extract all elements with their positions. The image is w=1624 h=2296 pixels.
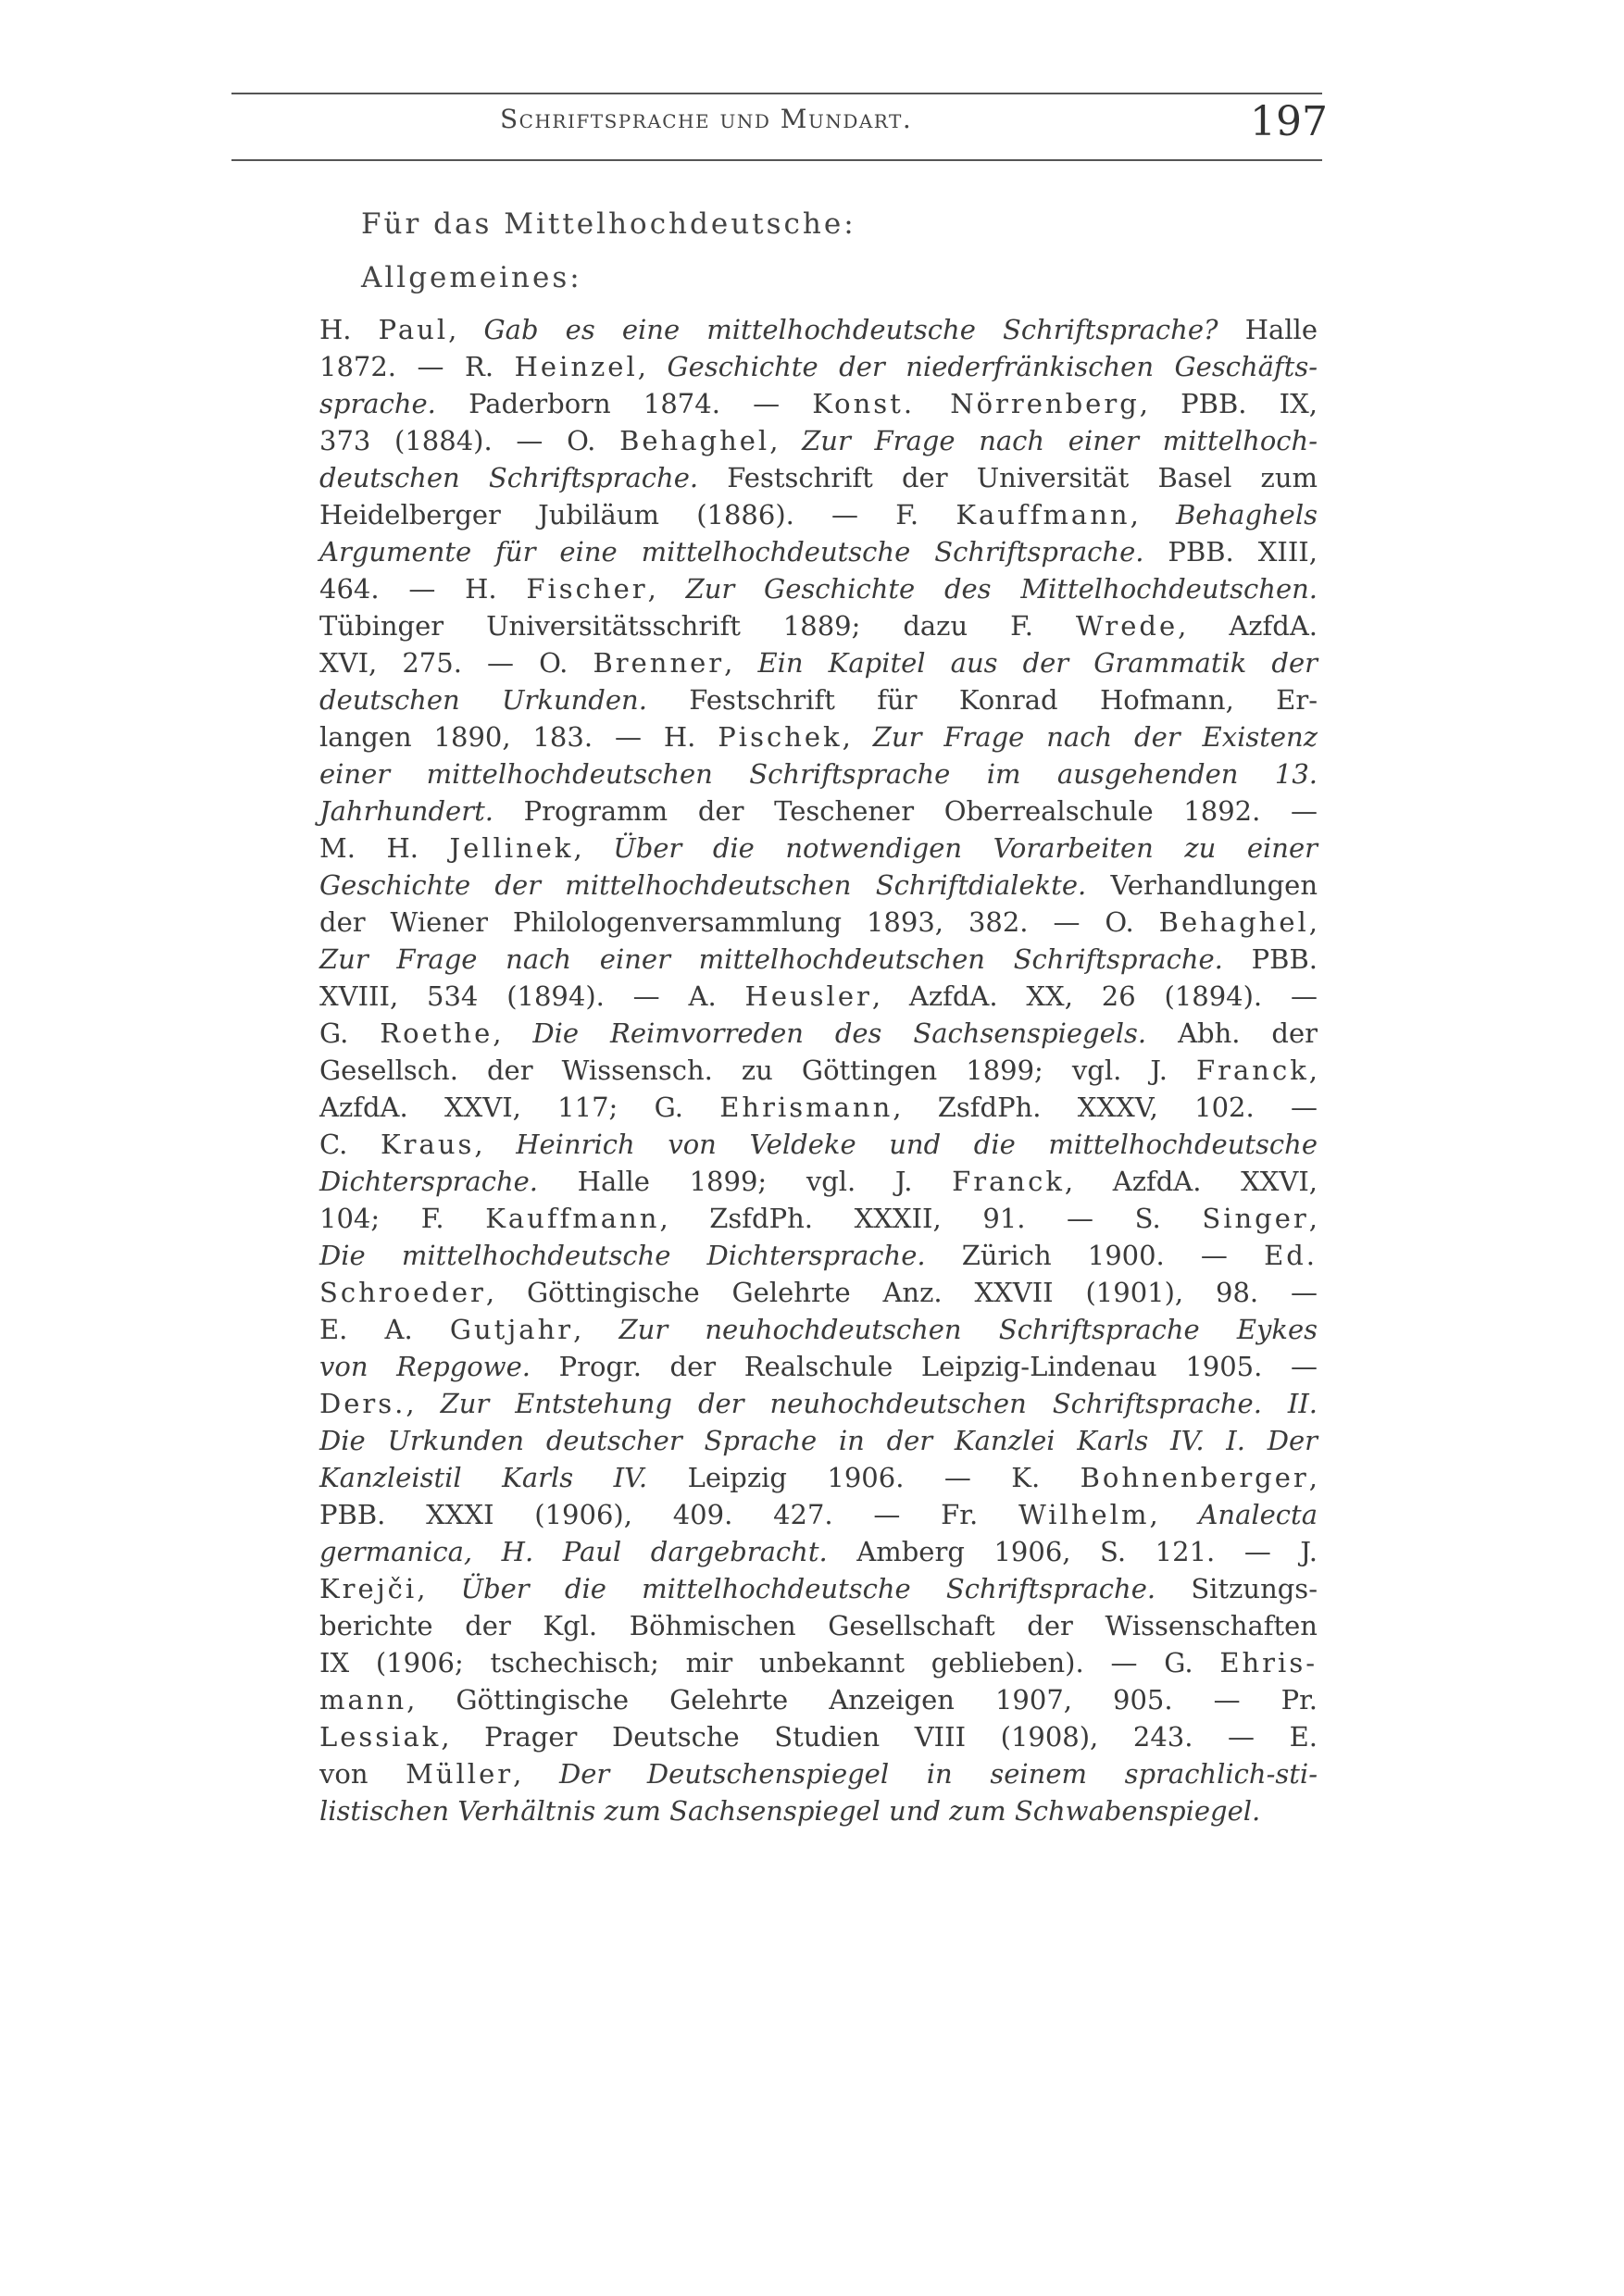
work-title: Geschichte der niederfränkischen Geschäfts- — [667, 351, 1318, 382]
text-segment: XVI, 275. — O. — [319, 647, 593, 679]
author-name: Müller — [406, 1758, 514, 1790]
work-title: Dichtersprache. — [319, 1166, 539, 1197]
text-segment: , AzfdA. XXVI, — [1064, 1166, 1318, 1197]
text-segment: , ZsfdPh. XXXII, 91. — S. — [659, 1203, 1203, 1234]
text-line — [319, 385, 1318, 422]
author-name: Wrede — [1075, 610, 1179, 642]
text-line — [319, 1385, 1318, 1422]
text-line — [319, 422, 1318, 459]
text-segment: , — [1308, 1203, 1318, 1234]
author-name: Singer — [1202, 1203, 1309, 1234]
author-name: Behaghel — [619, 425, 770, 456]
header-rule-top — [231, 93, 1322, 94]
text-line — [319, 1570, 1318, 1607]
work-title: deutschen Urkunden. — [319, 684, 647, 716]
text-segment: Leipzig 1906. — K. — [647, 1462, 1081, 1493]
text-segment: AzfdA. XXVI, 117; G. — [319, 1092, 720, 1123]
text-line — [319, 1274, 1318, 1311]
work-title: einer mittelhochdeutschen Schriftsprache im ausgehenden 13. — [319, 758, 1318, 790]
author-name: Kauffmann — [485, 1203, 660, 1234]
text-segment: , Göttingische Gelehrte Anz. XXVII (1901), 98. — — [485, 1277, 1318, 1308]
text-segment: , AzfdA. — [1178, 610, 1318, 642]
work-title: Zur Geschichte des Mittelhochdeutschen. — [685, 573, 1318, 605]
work-title: Die mittelhochdeutsche Dichtersprache. — [319, 1240, 926, 1271]
text-segment: , — [1149, 1499, 1199, 1530]
text-line — [319, 459, 1318, 496]
work-title: Über die notwendigen Vorarbeiten zu einer — [613, 832, 1318, 864]
author-name: Lessiak — [319, 1721, 442, 1753]
text-segment: Festschrift der Universität Basel zum — [698, 462, 1318, 493]
text-segment: XVIII, 534 (1894). — A. — [319, 980, 745, 1012]
work-title: Behaghels — [1176, 499, 1318, 530]
text-segment: , — [474, 1129, 517, 1160]
work-title: Heinrich von Veldeke und die mittelhochdeutsche — [516, 1129, 1318, 1160]
text-segment: Paderborn 1874. — — [435, 388, 813, 419]
work-title: germanica, H. Paul dargebracht. — [319, 1536, 828, 1567]
running-head: Schriftsprache und Mundart. — [500, 104, 913, 134]
text-line — [319, 1015, 1318, 1052]
text-line — [319, 1311, 1318, 1348]
author-name: Roethe — [380, 1017, 493, 1049]
work-title: Zur Frage nach der Existenz — [872, 721, 1318, 753]
text-line — [319, 311, 1318, 348]
text-segment: Programm der Teschener Oberrealschule 1892. — — [493, 795, 1318, 827]
text-segment: PBB. — [1222, 943, 1318, 975]
text-line — [319, 1052, 1318, 1089]
text-line — [319, 1607, 1318, 1644]
text-segment: Heidelberger Jubiläum (1886). — F. — [319, 499, 956, 530]
work-title: Gab es eine mittelhochdeutsche Schriftsprache? — [483, 314, 1218, 345]
work-title: von Repgowe. — [319, 1351, 531, 1382]
text-segment: , PBB. IX, — [1139, 388, 1318, 419]
work-title: Zur Frage nach einer mittelhochdeutschen Schriftsprache. — [319, 943, 1223, 975]
text-segment: C. — [319, 1129, 381, 1160]
text-line — [319, 1200, 1318, 1237]
author-name: Ehrismann — [719, 1092, 893, 1123]
bibliography-text — [319, 311, 1318, 1829]
work-title: Ein Kapitel aus der Grammatik der — [757, 647, 1318, 679]
author-name: Behaghel — [1158, 906, 1309, 938]
text-segment: , — [647, 573, 686, 605]
author-name: Kauffmann — [956, 499, 1131, 530]
text-segment: 1872. — R. — [319, 351, 515, 382]
text-segment: , — [1130, 499, 1176, 530]
text-line — [319, 830, 1318, 867]
text-segment: Amberg 1906, S. 121. — J. — [827, 1536, 1318, 1567]
text-segment: PBB. XIII, — [1143, 536, 1318, 568]
text-line — [319, 904, 1318, 941]
author-name: Krejči — [319, 1573, 418, 1604]
text-line — [319, 1644, 1318, 1681]
text-line — [319, 755, 1318, 792]
text-line — [319, 1459, 1318, 1496]
text-segment: der Wiener Philologenversammlung 1893, 382. — O. — [319, 906, 1159, 938]
text-segment: berichte der Kgl. Böhmischen Gesellschaft der Wissenschaften — [319, 1610, 1318, 1641]
author-name: Ders. — [319, 1388, 406, 1419]
work-title: Zur neuhochdeutschen Schriftsprache Eykes — [618, 1314, 1318, 1345]
text-segment: , — [724, 647, 758, 679]
work-title: Die Reimvorreden des Sachsenspiegels. — [532, 1017, 1147, 1049]
text-segment: langen 1890, 183. — H. — [319, 721, 718, 753]
work-title: deutschen Schriftsprache. — [319, 462, 699, 493]
text-segment: Halle 1899; vgl. J. — [538, 1166, 953, 1197]
text-line — [319, 681, 1318, 718]
text-line — [319, 941, 1318, 978]
work-title: Der Deutschenspiegel in seinem sprachlich-sti- — [558, 1758, 1318, 1790]
text-segment: , — [417, 1573, 461, 1604]
author-name: Ed. — [1264, 1240, 1318, 1271]
text-segment: , — [637, 351, 668, 382]
text-line — [319, 1237, 1318, 1274]
header-rule-bottom — [231, 159, 1322, 161]
text-segment: 104; F. — [319, 1203, 486, 1234]
text-segment: , — [573, 1314, 619, 1345]
author-name: Schroeder — [319, 1277, 486, 1308]
author-name: Paul — [378, 314, 449, 345]
text-line — [319, 496, 1318, 533]
section-heading: Für das Mittelhochdeutsche: — [361, 207, 856, 241]
text-segment: , AzfdA. XX, 26 (1894). — — [871, 980, 1318, 1012]
text-segment: Halle — [1218, 314, 1318, 345]
text-line — [319, 607, 1318, 644]
work-title: Analecta — [1198, 1499, 1318, 1530]
work-title: Argumente für eine mittelhochdeutsche Schriftsprache. — [319, 536, 1144, 568]
text-line — [319, 1755, 1318, 1792]
text-segment: , — [406, 1388, 441, 1419]
text-segment: , — [1308, 906, 1318, 938]
author-name: Fischer — [526, 573, 648, 605]
text-line — [319, 1681, 1318, 1718]
text-segment: IX (1906; tschechisch; mir unbekannt geblieben). — G. — [319, 1647, 1220, 1678]
author-name: Jellinek — [449, 832, 574, 864]
author-name: Gutjahr — [449, 1314, 574, 1345]
text-segment: Progr. der Realschule Leipzig-Lindenau 1905. — — [530, 1351, 1318, 1382]
author-name: Ehris- — [1219, 1647, 1318, 1678]
text-line — [319, 1089, 1318, 1126]
text-segment: G. — [319, 1017, 381, 1049]
author-name: Franck — [1196, 1054, 1309, 1086]
work-title: Die Urkunden deutscher Sprache in der Kanzlei Karls IV. I. Der — [319, 1425, 1318, 1456]
text-line — [319, 1496, 1318, 1533]
text-segment: , — [1308, 1054, 1318, 1086]
text-segment: Abh. der — [1146, 1017, 1318, 1049]
author-name: Konst. Nörrenberg — [812, 388, 1140, 419]
author-name: Franck — [952, 1166, 1065, 1197]
author-name: mann — [319, 1684, 407, 1716]
text-line — [319, 348, 1318, 385]
page-number: 197 — [1250, 98, 1328, 145]
text-line — [319, 1163, 1318, 1200]
work-title: Zur Frage nach einer mittelhoch- — [802, 425, 1318, 456]
text-line — [319, 1348, 1318, 1385]
text-line — [319, 644, 1318, 681]
author-name: Heusler — [744, 980, 872, 1012]
text-segment: , — [513, 1758, 559, 1790]
text-segment: , — [1308, 1462, 1318, 1493]
text-segment: E. A. — [319, 1314, 450, 1345]
text-line — [319, 1126, 1318, 1163]
text-segment: , — [448, 314, 484, 345]
text-segment: , Prager Deutsche Studien VIII (1908), 243. — E. — [441, 1721, 1318, 1753]
text-segment: Zürich 1900. — — [925, 1240, 1265, 1271]
text-segment: , ZsfdPh. XXXV, 102. — — [893, 1092, 1318, 1123]
text-segment: 373 (1884). — O. — [319, 425, 620, 456]
text-segment: von — [319, 1758, 406, 1790]
text-line — [319, 1792, 1318, 1829]
text-segment: , — [842, 721, 873, 753]
author-name: Brenner — [593, 647, 725, 679]
text-line — [319, 570, 1318, 607]
text-segment: PBB. XXXI (1906), 409. 427. — Fr. — [319, 1499, 1018, 1530]
text-segment: Tübinger Universitätsschrift 1889; dazu F. — [319, 610, 1076, 642]
work-title: Zur Entstehung der neuhochdeutschen Schriftsprache. II. — [440, 1388, 1318, 1419]
work-title: Kanzleistil Karls IV. — [319, 1462, 648, 1493]
text-line — [319, 978, 1318, 1015]
text-segment: , — [573, 832, 614, 864]
subsection-heading: Allgemeines: — [361, 261, 582, 294]
text-segment: Gesellsch. der Wissensch. zu Göttingen 1899; vgl. J. — [319, 1054, 1197, 1086]
author-name: Kraus — [381, 1129, 475, 1160]
text-line — [319, 1533, 1318, 1570]
text-line — [319, 533, 1318, 570]
text-line — [319, 718, 1318, 755]
text-line — [319, 1422, 1318, 1459]
text-segment: M. H. — [319, 832, 450, 864]
author-name: Pischek — [718, 721, 843, 753]
text-segment: , Göttingische Gelehrte Anzeigen 1907, 905. — Pr. — [406, 1684, 1318, 1716]
work-title: Geschichte der mittelhochdeutschen Schriftdialekte. — [319, 869, 1087, 901]
author-name: Bohnenberger — [1080, 1462, 1309, 1493]
author-name: Heinzel — [514, 351, 638, 382]
text-segment: Verhandlungen — [1086, 869, 1318, 901]
text-segment: H. — [319, 314, 379, 345]
text-segment: , — [493, 1017, 533, 1049]
work-title: Jahrhundert. — [319, 795, 493, 827]
text-segment: Sitzungs- — [1156, 1573, 1318, 1604]
text-segment: 464. — H. — [319, 573, 527, 605]
text-segment: , — [769, 425, 803, 456]
work-title: Über die mittelhochdeutsche Schriftsprache. — [460, 1573, 1156, 1604]
text-line — [319, 867, 1318, 904]
work-title: sprache. — [319, 388, 436, 419]
text-line — [319, 1718, 1318, 1755]
author-name: Wilhelm — [1018, 1499, 1150, 1530]
work-title: listischen Verhältnis zum Sachsenspiegel und zum Schwabenspiegel. — [319, 1795, 1261, 1827]
text-line — [319, 792, 1318, 830]
text-segment: Festschrift für Konrad Hofmann, Er- — [646, 684, 1318, 716]
